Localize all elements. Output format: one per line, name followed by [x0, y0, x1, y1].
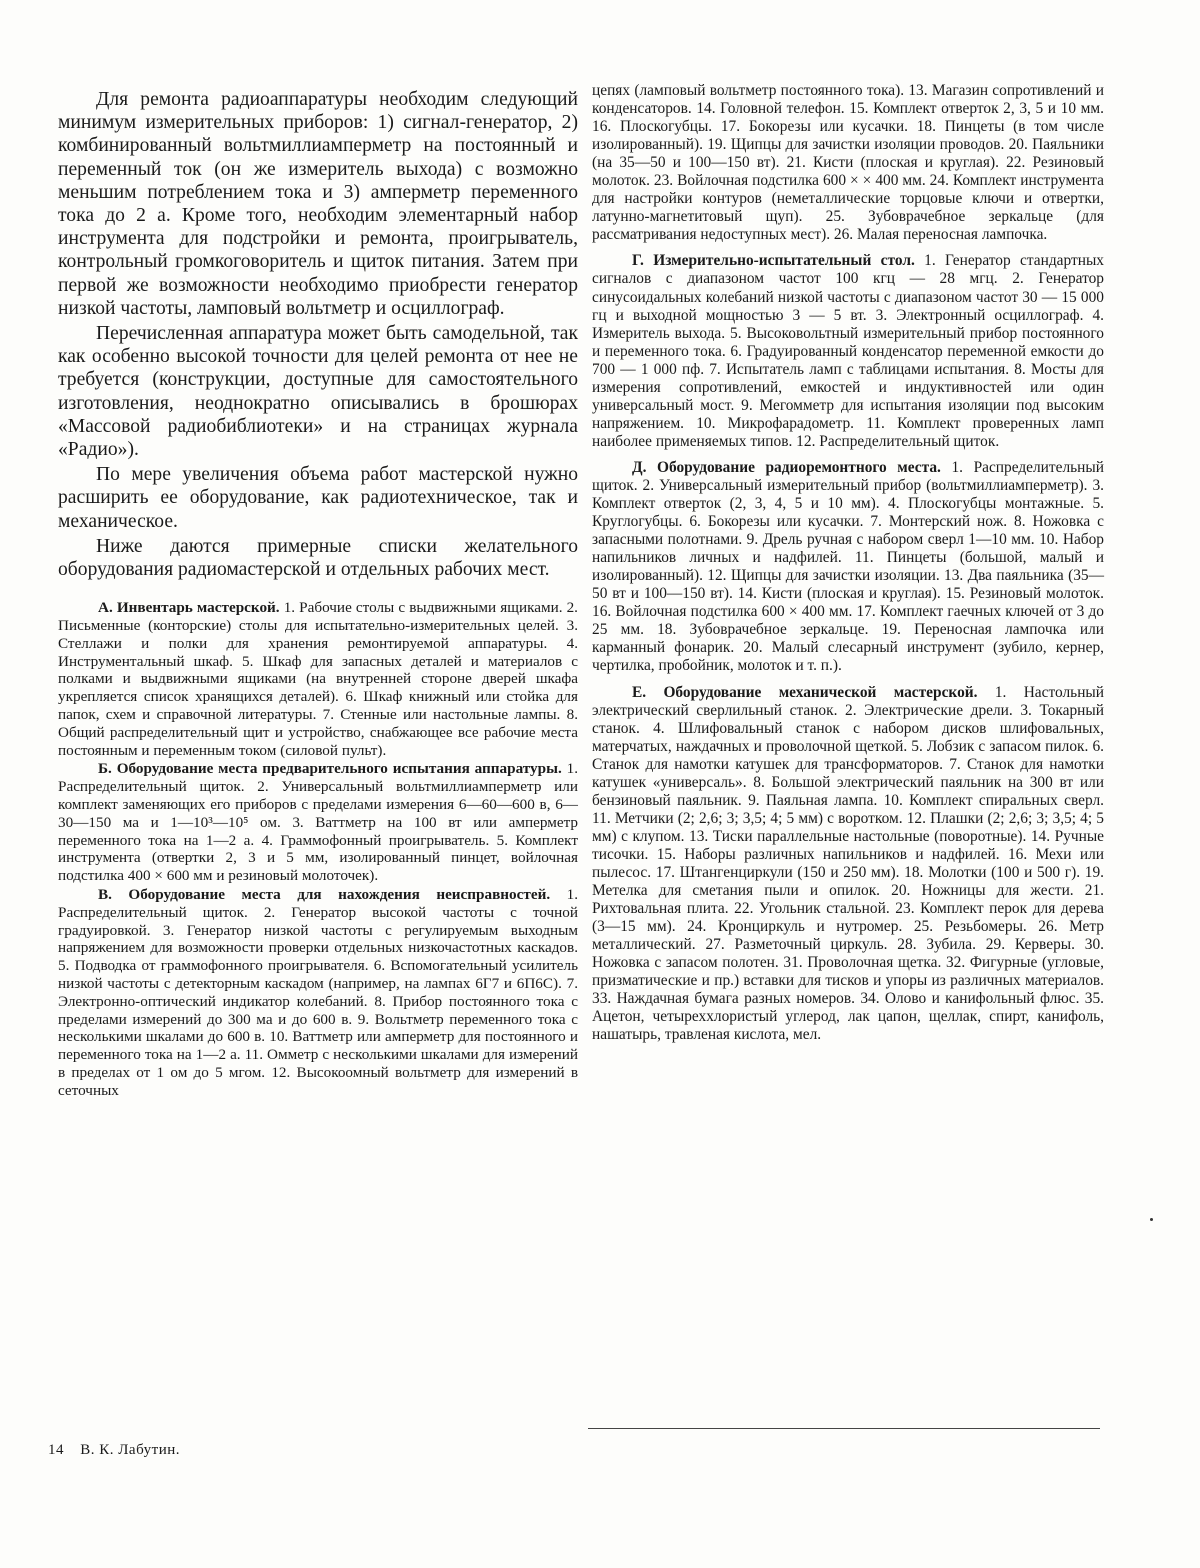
- section-v-text: 1. Распределительный щиток. 2. Генератор высокой частоты с точной градуировкой. 3. Генератор низкой частоты с регулируемым выходным напряжением для возможности проверки отдельных низкочастотных каскадов. 5. Подводка от граммофонного проигрывателя. 6. Вспомогательный усилитель низкой частоты с детекторным каскадом (например, на лампах 6Г7 и 6П6С). 7. Электронно-оптический индикатор колебаний. 8. Прибор постоянного тока с пределами измерений до 300 ма и до 600 в. 9. Вольтметр переменного тока с несколькими шкалами до 600 в. 10. Ваттметр или амперметр для постоянного и переменного тока на 1—2 а. 11. Омметр с несколькими шкалами для измерений в пределах от 1 ом до 5 мгом. 12. Высокоомный вольтметр для измерений в сеточных: [58, 886, 579, 1099]
- section-v-continued: [592, 82, 1104, 244]
- section-e-title: Е. Оборудование механической мастерской.: [632, 683, 978, 701]
- left-column: [58, 82, 578, 1100]
- author-name: В. К. Лабутин.: [80, 1442, 181, 1458]
- section-g-title: Г. Измерительно-испытательный стол.: [632, 252, 915, 270]
- section-e-text: 1. Настольный электрический сверлильный станок. 2. Электрические дрели. 3. Токарный станок. 4. Шлифовальный станок с набором дисков шлифовальных, матерчатых, наждачных и проволочной щеткой. 5. Лобзик с запасом пилок. 6. Станок для намотки катушек для трансформаторов. 7. Станок для намотки катушек «универсаль». 8. Большой электрический паяльник на 300 вт или бензиновый паяльник. 9. Паяльная лампа. 10. Комплект спиральных сверл. 11. Метчики (2; 2,6; 3; 3,5; 4; 5 мм) с воротком. 12. Плашки (2; 2,6; 3; 3,5; 4; 5 мм) с клупом. 13. Тиски параллельные настольные (поворотные). 14. Ручные тисочки. 15. Наборы различных напильников и надфилей. 16. Мехи или пылесос. 17. Штангенциркули (150 и 250 мм). 18. Молотки (100 и 500 г). 19. Метелка для сметания пыли и опилок. 20. Ножницы для жести. 21. Рихтовальная плита. 22. Угольник стальной. 23. Комплект перок для дерева (3—15 мм). 24. Кронциркуль и нутромер. 25. Резьбомеры. 26. Метр металлический. 27. Разметочный циркуль. 28. Зубила. 29. Керверы. 30. Ножовка с запасом полотен. 31. Проволочная щетка. 32. Фигурные (угловые, призматические и пр.) вставки для тисков и упоры из различных материалов. 33. Наждачная бумага разных номеров. 34. Олово и канифольный флюс. 35. Ацетон, четыреххлористый углерод, лак цапон, щеллак, спирт, канифоль, нашатырь, травленая кислота, мел.: [592, 683, 1105, 1044]
- section-a-title: А. Инвентарь мастерской.: [98, 599, 280, 617]
- section-g: [592, 252, 1104, 451]
- intro-paragraph-1: Для ремонта радиоаппаратуры необходим следующий минимум измерительных приборов: 1) сигнал-генератор, 2) комбинированный вольтмиллиамперметр на постоянный и переменный ток (он же измеритель выхода) с возможно меньшим потреблением тока и 3) амперметр переменного тока до 2 а. Кроме того, необходим элементарный набор инструмента для подстройки и ремонта, проигрыватель, контрольный громкоговоритель и щиток питания. Затем при первой же возможности необходимо приобрести генератор низкой частоты, ламповый вольтметр и осциллограф.: [58, 89, 578, 319]
- section-d: [592, 459, 1104, 676]
- intro-paragraph-2: Перечисленная аппаратура может быть самодельной, так как особенно высокой точности для целей ремонта от нее не требуется (конструкции, доступные для самостоятельного изготовления, неоднократно описывались в брошюрах «Массовой радиобиблиотеки» и на страницах журнала «Радио»).: [58, 323, 578, 461]
- page-footer: [48, 1442, 180, 1459]
- left-equipment-lists: [58, 599, 578, 1099]
- intro-paragraph-4: Ниже даются примерные списки желательного оборудования радиомастерской и отдельных рабочих мест.: [58, 535, 578, 581]
- section-g-text: 1. Генератор стандартных сигналов с диапазоном частот 100 кгц — 28 мгц. 2. Генератор синусоидальных колебаний низкой частоты с диапазоном частот 30 — 15 000 гц и выходной мощностью 3 — 5 вт. 3. Электронный осциллограф. 4. Измеритель выхода. 5. Высоковольтный измерительный прибор постоянного и переменного тока. 6. Градуированный конденсатор переменной емкости до 700 — 1 000 пф. 7. Испытатель ламп с таблицами испытания. 8. Мосты для измерения сопротивлений, емкостей и индуктивностей или один универсальный мост. 9. Мегомметр для испытания изоляции под высоким напряжением. 10. Микрофарадометр. 11. Комплект проверенных ламп наиболее применяемых типов. 12. Распределительный щиток.: [592, 252, 1104, 450]
- scan-speck: [1150, 1218, 1153, 1221]
- section-d-title: Д. Оборудование радиоремонтного места.: [632, 458, 941, 476]
- page-number: 14: [48, 1442, 64, 1458]
- right-column: [592, 82, 1104, 1044]
- section-v: [58, 886, 578, 1100]
- section-b-text: 1. Распределительный щиток. 2. Универсальный вольтмиллиамперметр или комплект заменяющих его приборов с пределами измерения 6—60—600 в, 6—30—150 ма и 1—10³—10⁵ ом. 3. Ваттметр на 100 вт или амперметр переменного тока на 1—2 а. 4. Граммофонный проигрыватель. 5. Комплект инструмента (отвертки 2, 3 и 5 мм, изолированный пинцет, войлочная подстилка 400 × 600 мм и резиновый молоточек).: [58, 760, 578, 885]
- footer-divider: [588, 1428, 1100, 1429]
- section-a: [58, 599, 578, 759]
- section-e: [592, 684, 1104, 1045]
- section-b: [58, 760, 578, 885]
- intro-paragraph-3: По мере увеличения объема работ мастерской нужно расширить ее оборудование, как радиотехническое, так и механическое.: [58, 464, 578, 532]
- section-v-continued-text: цепях (ламповый вольтметр постоянного тока). 13. Магазин сопротивлений и конденсаторов. 14. Головной телефон. 15. Комплект отверток 2, 3, 5 и 10 мм. 16. Плоскогубцы. 17. Бокорезы или кусачки. 18. Пинцеты (в том числе изолированный). 19. Щипцы для зачистки изоляции проводов. 20. Паяльники (на 35—50 и 100—150 вт). 21. Кисти (плоская и круглая). 22. Резиновый молоток. 23. Войлочная подстилка 600 × × 400 мм. 24. Комплект инструмента для настройки контуров (неметаллические торцовые ключи и отвертки, латунно-магнетитовый щуп). 25. Зубоврачебное зеркальце (для рассматривания недоступных мест). 26. Малая переносная лампочка.: [592, 82, 1104, 244]
- section-d-text: 1. Распределительный щиток. 2. Универсальный измерительный прибор (вольтмиллиамперметр). 3. Комплект отверток (2, 3, 4, 5 и 10 мм). 4. Плоскогубцы монтажные. 5. Круглогубцы. 6. Бокорезы или кусачки. 7. Монтерский нож. 8. Ножовка с запасными полотнами. 9. Дрель ручная с набором сверл 1—10 мм. 10. Набор напильников личных и надфилей. 11. Пинцеты (большой, малый и изолированный). 12. Щипцы для зачистки изоляции. 13. Два паяльника (35—50 вт и 100—150 вт). 14. Кисти (плоская и круглая). 15. Резиновый молоток. 16. Войлочная подстилка 600 × 400 мм. 17. Комплект гаечных ключей от 3 до 25 мм. 18. Зубоврачебное зеркальце. 19. Переносная лампочка или карманный фонарик. 20. Малый слесарный инструмент (зубило, кернер, чертилка, пробойник, молоток и т. п.).: [592, 458, 1104, 675]
- section-v-title: В. Оборудование места для нахождения неисправностей.: [98, 886, 551, 904]
- section-a-text: 1. Рабочие столы с выдвижными ящиками. 2. Письменные (конторские) столы для испытательно-измерительных целей. 3. Стеллажи и полки для хранения ремонтируемой аппаратуры. 4. Инструментальный шкаф. 5. Шкаф для запасных деталей и материалов с полками и выдвижными ящиками (на внутренней стороне дверей шкафа укрепляется список хранящихся деталей). 6. Шкаф книжный или стойка для папок, схем и справочной литературы. 7. Стенные или настольные лампы. 8. Общий распределительный щит и устройство, снабжающее все рабочие места постоянным и переменным током (силовой пульт).: [58, 599, 578, 759]
- section-b-title: Б. Оборудование места предварительного испытания аппаратуры.: [98, 760, 562, 778]
